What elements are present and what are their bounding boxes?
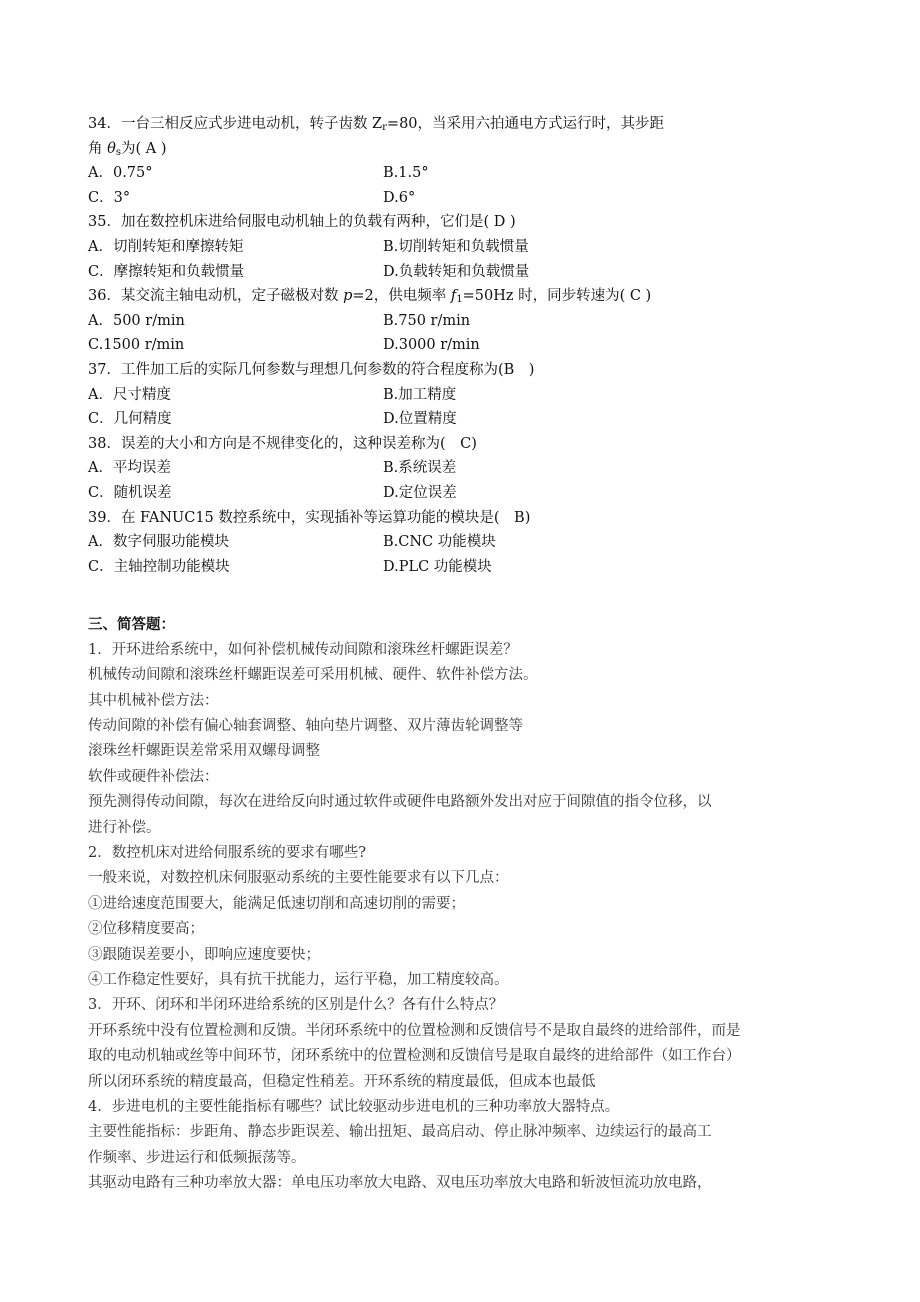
option-c: C．随机误差	[88, 484, 172, 501]
answer-line: 4．步进电机的主要性能指标有哪些？试比较驱动步进电机的三种功率放大器特点。	[88, 1098, 620, 1115]
answer-line: 软件或硬件补偿法：	[88, 768, 219, 785]
answer-line: ①进给速度范围要大，能满足低速切削和高速切削的需要；	[88, 895, 465, 912]
option-a: A．切削转矩和摩擦转矩	[88, 238, 244, 255]
option-b: B.CNC 功能模块	[383, 534, 496, 551]
options-row	[88, 309, 828, 334]
question-36	[88, 284, 828, 309]
question-36-text-c: =50Hz 时，同步转速为( C )	[462, 288, 652, 305]
question-34-answer: 为( A )	[120, 140, 167, 157]
option-c: C.1500 r/min	[88, 337, 185, 354]
answer-line: 机械传动间隙和滚珠丝杆螺距误差可采用机械、硬件、软件补偿方法。	[88, 667, 538, 684]
short-answer-section	[88, 638, 828, 1197]
option-b: B.1.5°	[383, 165, 429, 182]
options-row	[88, 407, 828, 432]
subscript-s: s	[115, 146, 121, 158]
answer-line: ③跟随误差要小，即响应速度要快；	[88, 946, 320, 963]
question-34-text-b: =80，当采用六拍通电方式运行时，其步距	[386, 116, 665, 132]
question-39: 39．在 FANUC15 数控系统中，实现插补等运算功能的模块是( B)	[88, 509, 531, 526]
symbol-p: p	[343, 288, 353, 305]
subscript-r: r	[382, 122, 387, 133]
options-row	[88, 456, 828, 481]
answer-line: 所以闭环系统的精度最高，但稳定性稍差。开环系统的精度最低，但成本也最低	[88, 1073, 596, 1090]
option-b: B.切削转矩和负载惯量	[383, 238, 529, 255]
question-34-cont	[88, 137, 828, 162]
answer-line: 其驱动电路有三种功率放大器：单电压功率放大电路、双电压功率放大电路和斩波恒流功放电路，	[88, 1175, 712, 1192]
options-row	[88, 260, 828, 285]
question-34-text-a: 34．一台三相反应式步进电动机，转子齿数 Z	[88, 116, 383, 132]
answer-line: 1．开环进给系统中，如何补偿机械传动间隙和滚珠丝杆螺距误差？	[88, 641, 518, 658]
answer-line: 主要性能指标：步距角、静态步距误差、输出扭矩、最高启动、停止脉冲频率、边续运行的最高工	[88, 1124, 712, 1141]
answer-line: 开环系统中没有位置检测和反馈。半闭环系统中的位置检测和反馈信号不是取自最终的进给部件，而是	[88, 1022, 741, 1039]
question-35: 35．加在数控机床进给伺服电动机轴上的负载有两种，它们是( D )	[88, 214, 516, 231]
option-c: C．主轴控制功能模块	[88, 558, 230, 575]
option-d: D.定位误差	[383, 484, 457, 501]
options-row	[88, 383, 828, 408]
symbol-f: f	[450, 288, 457, 305]
answer-line: 一般来说，对数控机床伺服驱动系统的主要性能要求有以下几点：	[88, 870, 509, 887]
option-d: D.6°	[383, 189, 416, 206]
options-row	[88, 186, 828, 211]
option-c: C．几何精度	[88, 411, 172, 428]
answer-line: ②位移精度要高；	[88, 921, 204, 938]
question-34	[88, 112, 828, 137]
options-row	[88, 161, 828, 186]
answer-line: 2．数控机床对进给伺服系统的要求有哪些?	[88, 845, 366, 861]
options-row	[88, 235, 828, 260]
answer-line: 作频率、步进运行和低频振荡等。	[88, 1149, 306, 1166]
section-spacer	[88, 579, 828, 613]
answer-line: 进行补偿。	[88, 819, 161, 836]
question-36-text-a: 36．某交流主轴电动机，定子磁极对数	[88, 288, 344, 305]
option-c: C．3°	[88, 189, 131, 206]
option-a: A．500 r/min	[88, 312, 185, 329]
answer-line: 滚珠丝杆螺距误差常采用双螺母调整	[88, 743, 320, 760]
options-row	[88, 555, 828, 580]
document-page	[88, 112, 828, 1196]
option-d: D.3000 r/min	[383, 337, 480, 354]
theta-symbol: θ	[107, 140, 116, 157]
option-b: B.系统误差	[383, 460, 457, 477]
section-heading: 三、简答题：	[88, 616, 175, 634]
option-b: B.加工精度	[383, 386, 457, 403]
option-a: A．平均误差	[88, 460, 171, 477]
options-row	[88, 481, 828, 506]
answer-line: 传动间隙的补偿有偏心轴套调整、轴向垫片调整、双片薄齿轮调整等	[88, 718, 523, 735]
question-34-text-c: 角	[88, 140, 108, 157]
option-a: A．0.75°	[88, 165, 153, 182]
option-d: D.位置精度	[383, 411, 457, 428]
options-row	[88, 530, 828, 555]
question-38: 38．误差的大小和方向是不规律变化的，这种误差称为( C)	[88, 435, 477, 452]
answer-line: 预先测得传动间隙，每次在进给反向时通过软件或硬件电路额外发出对应于间隙值的指令位移，以	[88, 794, 712, 811]
option-a: A．尺寸精度	[88, 386, 171, 403]
option-a: A．数字伺服功能模块	[88, 534, 229, 551]
options-row	[88, 333, 828, 358]
subscript-1: 1	[456, 294, 463, 306]
option-d: D.PLC 功能模块	[383, 558, 492, 575]
question-37: 37．工件加工后的实际几何参数与理想几何参数的符合程度称为(B )	[88, 361, 535, 378]
answer-line: ④工作稳定性要好，具有抗干扰能力，运行平稳，加工精度较高。	[88, 971, 509, 988]
option-c: C．摩擦转矩和负载惯量	[88, 263, 245, 280]
option-d: D.负载转矩和负载惯量	[383, 263, 530, 280]
answer-line: 3．开环、闭环和半闭环进给系统的区别是什么？各有什么特点？	[88, 997, 504, 1014]
question-36-text-b: =2，供电频率	[352, 288, 451, 305]
answer-line: 其中机械补偿方法：	[88, 692, 219, 709]
option-b: B.750 r/min	[383, 312, 471, 329]
answer-line: 取的电动机轴或丝等中间环节，闭环系统中的位置检测和反馈信号是取自最终的进给部件（如工作台）	[88, 1048, 741, 1065]
